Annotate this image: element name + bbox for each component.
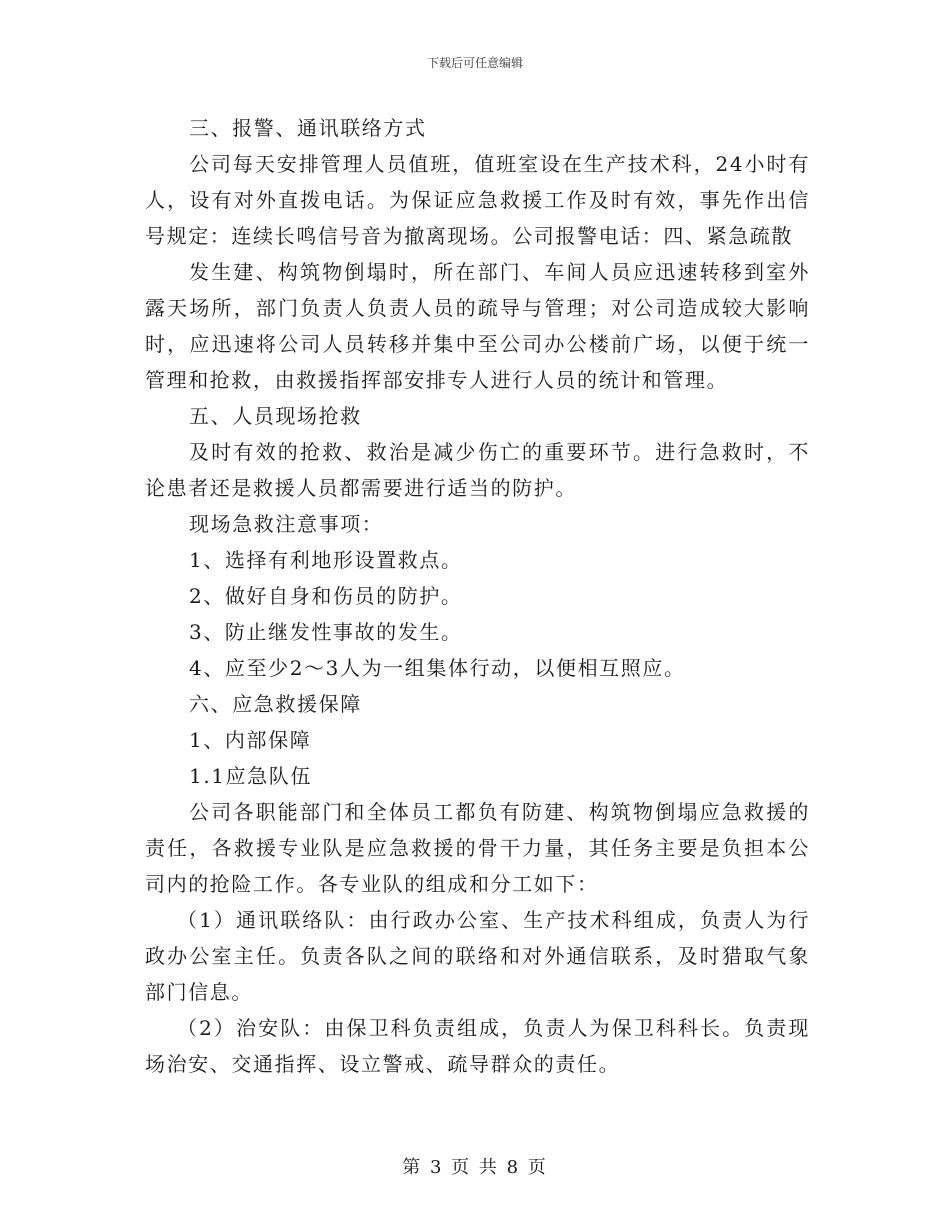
list-item-4: 4、应至少2～3人为一组集体行动，以便相互照应。 [189, 656, 686, 680]
subsection-heading-internal: 1、内部保障 [189, 728, 312, 752]
paragraph-security-team: （2）治安队：由保卫科负责组成，负责人为保卫科科长。负责现场治安、交通指挥、设立警戒、疏导群众的责任。 [145, 1016, 810, 1076]
section-heading-guarantee: 六、应急救援保障 [189, 692, 362, 716]
document-body [145, 110, 810, 1082]
section-heading-alarm: 三、报警、通讯联络方式 [189, 116, 427, 140]
header-note: 下载后可任意编辑 [426, 56, 523, 70]
list-item-1: 1、选择有利地形设置救点。 [189, 548, 463, 572]
paragraph-first-aid-notes-heading: 现场急救注意事项： [189, 512, 384, 536]
page-number: 第 3 页 共 8 页 [402, 1157, 548, 1178]
paragraph-communication-team: （1）通讯联络队：由行政办公室、生产技术科组成，负责人为行政办公室主任。负责各队之间的联络和对外通信联系，及时猎取气象部门信息。 [145, 908, 810, 1004]
section-heading-rescue: 五、人员现场抢救 [189, 404, 362, 428]
paragraph-team-duties: 公司各职能部门和全体员工都负有防建、构筑物倒塌应急救援的责任，各救援专业队是应急救援的骨干力量，其任务主要是负担本公司内的抢险工作。各专业队的组成和分工如下： [145, 800, 810, 896]
list-item-3: 3、防止继发性事故的发生。 [189, 620, 463, 644]
paragraph-evacuation: 发生建、构筑物倒塌时，所在部门、车间人员应迅速转移到室外露天场所，部门负责人负责人员的疏导与管理；对公司造成较大影响时，应迅速将公司人员转移并集中至公司办公楼前广场，以便于统一管理和抢救，由救援指挥部安排专人进行人员的统计和管理。 [145, 260, 810, 392]
paragraph-rescue-intro: 及时有效的抢救、救治是减少伤亡的重要环节。进行急救时，不论患者还是救援人员都需要进行适当的防护。 [145, 440, 810, 500]
subsection-heading-team: 1.1应急队伍 [189, 764, 313, 788]
list-item-2: 2、做好自身和伤员的防护。 [189, 584, 463, 608]
paragraph-duty-and-signals: 公司每天安排管理人员值班，值班室设在生产技术科，24小时有人，设有对外直拨电话。为保证应急救援工作及时有效，事先作出信号规定：连续长鸣信号音为撤离现场。公司报警电话：四、紧急疏散 [145, 152, 810, 248]
